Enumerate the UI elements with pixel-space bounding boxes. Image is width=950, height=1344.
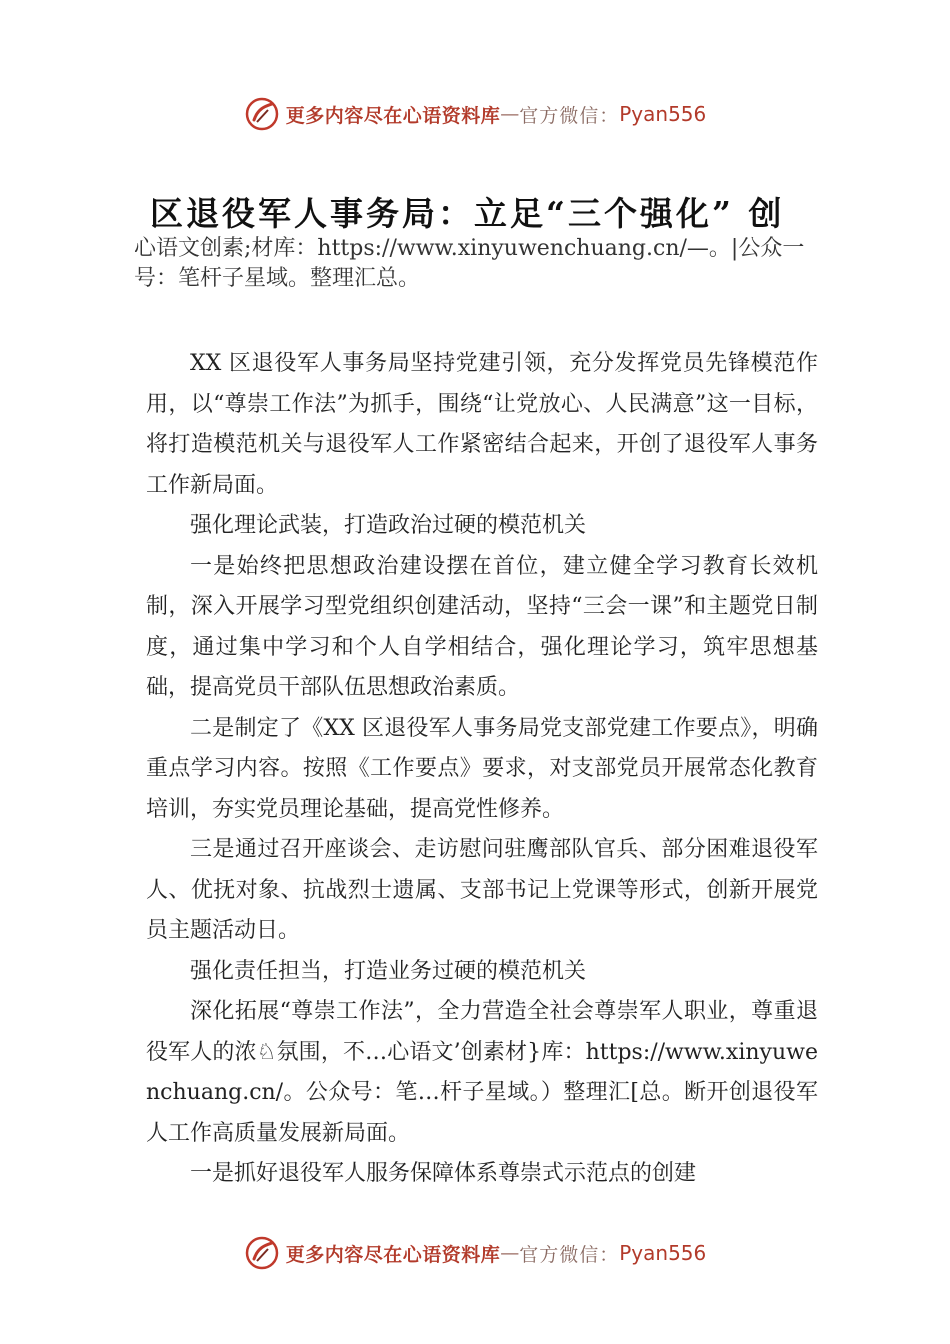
source-line: 心语文创素;材库：https://www.xinyuwenchuang.cn/—。|公众一号：笔杆子星域。整理汇总。	[134, 236, 805, 291]
document-body	[146, 344, 818, 1195]
brand-logo-icon	[244, 96, 280, 132]
paragraph: 二是制定了《XX 区退役军人事务局党支部党建工作要点》，明确重点学习内容。按照《工作要点》要求，对支部党员开展常态化教育培训，夯实党员理论基础，提高党性修养。	[146, 715, 818, 822]
paragraph: 一是始终把思想政治建设摆在首位，建立健全学习教育长效机制，深入开展学习型党组织创建活动，坚持“三会一课”和主题党日制度，通过集中学习和个人自学相结合，强化理论学习，筑牢思想基础，提高党员干部队伍思想政治素质。	[146, 553, 818, 700]
banner-separator: —	[500, 103, 520, 125]
header-banner	[0, 94, 950, 134]
paragraph: 三是通过召开座谈会、走访慰问驻鹰部队官兵、部分困难退役军人、优抚对象、抗战烈士遗属、支部书记上党课等形式，创新开展党员主题活动日。	[146, 837, 818, 943]
banner-wechat-label: 官方微信：	[519, 104, 620, 127]
paragraph: 深化拓展“尊崇工作法”，全力营造全社会尊崇军人职业，尊重退役军人的浓♘氛围，不…心语文’创素材}库：https://www.xinyuwenchuang.cn/。公众号：笔…杆子星域。）整理汇[总。断开创退役军人工作高质量发展新局面。	[146, 999, 818, 1146]
paragraph: XX 区退役军人事务局坚持党建引领，充分发挥党员先锋模范作用，以“尊崇工作法”为抓手，围绕“让党放心、人民满意”这一目标，将打造模范机关与退役军人工作紧密结合起来，开创了退役军人事务工作新局面。	[146, 351, 818, 498]
footer-banner	[0, 1233, 950, 1273]
banner-text: 更多内容尽在心语资料库	[285, 1243, 501, 1266]
paragraph: 一是抓好退役军人服务保障体系尊崇式示范点的创建	[190, 1161, 697, 1186]
banner-separator: —	[500, 1242, 520, 1264]
section-heading: 强化责任担当，打造业务过硬的模范机关	[190, 958, 587, 984]
banner-wechat-id: Pyan556	[619, 102, 707, 126]
section-heading: 强化理论武装，打造政治过硬的模范机关	[190, 513, 587, 538]
banner-wechat-id: Pyan556	[619, 1241, 707, 1265]
banner-text: 更多内容尽在心语资料库	[285, 104, 501, 127]
brand-logo-icon	[244, 1235, 280, 1271]
document-title: 区退役军人事务局：立足“三个强化” 创	[150, 194, 785, 233]
banner-wechat-label: 官方微信：	[519, 1243, 620, 1266]
